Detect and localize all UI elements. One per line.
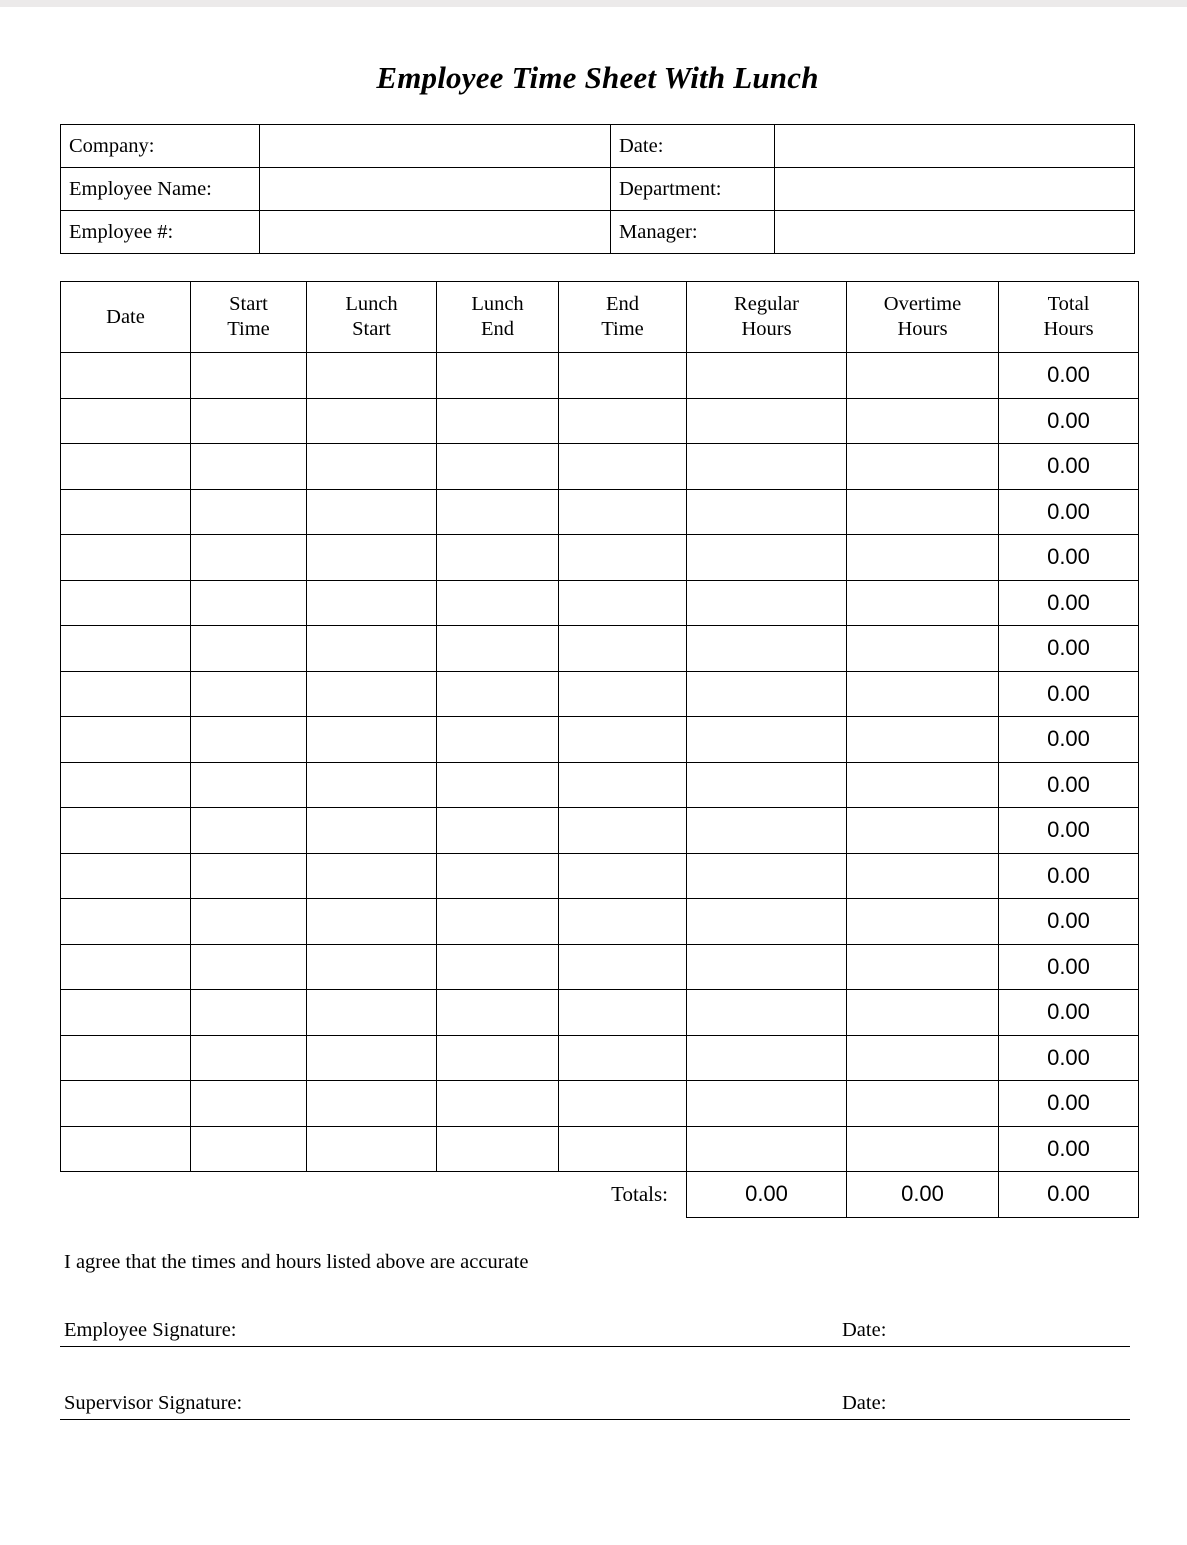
cell-overtime-hours[interactable] xyxy=(847,990,999,1036)
cell-regular-hours[interactable] xyxy=(687,1126,847,1172)
column-header-end-time xyxy=(559,282,687,353)
page-title: Employee Time Sheet With Lunch xyxy=(376,60,819,95)
cell-start-time[interactable] xyxy=(191,353,307,399)
cell-date[interactable] xyxy=(61,671,191,717)
cell-date[interactable] xyxy=(61,398,191,444)
cell-regular-hours[interactable] xyxy=(687,808,847,854)
cell-lunch-start[interactable] xyxy=(307,671,437,717)
cell-overtime-hours[interactable] xyxy=(847,444,999,490)
agreement-text: I agree that the times and hours listed above are accurate xyxy=(64,1250,529,1273)
cell-lunch-end[interactable] xyxy=(437,626,559,672)
cell-total-hours[interactable]: 0.00 xyxy=(999,899,1139,945)
cell-overtime-hours[interactable] xyxy=(847,762,999,808)
cell-overtime-hours[interactable] xyxy=(847,353,999,399)
cell-lunch-end[interactable] xyxy=(437,990,559,1036)
cell-regular-hours[interactable] xyxy=(687,580,847,626)
cell-regular-hours[interactable] xyxy=(687,671,847,717)
cell-start-time[interactable] xyxy=(191,671,307,717)
table-row xyxy=(61,489,1139,535)
cell-date[interactable] xyxy=(61,353,191,399)
cell-total-hours[interactable]: 0.00 xyxy=(999,853,1139,899)
table-row xyxy=(61,853,1139,899)
cell-total-hours[interactable]: 0.00 xyxy=(999,671,1139,717)
cell-start-time[interactable] xyxy=(191,580,307,626)
cell-lunch-end[interactable] xyxy=(437,853,559,899)
totals-regular-hours: 0.00 xyxy=(687,1172,847,1218)
cell-lunch-start[interactable] xyxy=(307,580,437,626)
table-row xyxy=(61,808,1139,854)
column-header-date xyxy=(61,282,191,353)
cell-total-hours[interactable]: 0.00 xyxy=(999,717,1139,763)
cell-date[interactable] xyxy=(61,808,191,854)
cell-regular-hours[interactable] xyxy=(687,353,847,399)
column-header-lunch-start-line2: Start xyxy=(352,318,391,340)
cell-total-hours[interactable]: 0.00 xyxy=(999,1126,1139,1172)
cell-end-time[interactable] xyxy=(559,671,687,717)
table-row xyxy=(61,944,1139,990)
cell-overtime-hours[interactable] xyxy=(847,808,999,854)
cell-lunch-start[interactable] xyxy=(307,1081,437,1127)
cell-start-time[interactable] xyxy=(191,398,307,444)
column-header-overtime-hours xyxy=(847,282,999,353)
cell-end-time[interactable] xyxy=(559,1081,687,1127)
cell-lunch-end[interactable] xyxy=(437,1081,559,1127)
employee-signature-date-label: Date: xyxy=(842,1318,887,1341)
cell-date[interactable] xyxy=(61,444,191,490)
cell-lunch-end[interactable] xyxy=(437,671,559,717)
cell-date[interactable] xyxy=(61,626,191,672)
cell-regular-hours[interactable] xyxy=(687,535,847,581)
cell-lunch-start[interactable] xyxy=(307,717,437,763)
cell-end-time[interactable] xyxy=(559,990,687,1036)
cell-start-time[interactable] xyxy=(191,808,307,854)
cell-overtime-hours[interactable] xyxy=(847,671,999,717)
info-row-number-manager xyxy=(61,211,1135,254)
cell-end-time[interactable] xyxy=(559,944,687,990)
table-row xyxy=(61,899,1139,945)
cell-end-time[interactable] xyxy=(559,717,687,763)
cell-end-time[interactable] xyxy=(559,626,687,672)
column-header-lunch-end-line2: End xyxy=(480,318,515,340)
cell-date[interactable] xyxy=(61,489,191,535)
table-row xyxy=(61,717,1139,763)
cell-overtime-hours[interactable] xyxy=(847,1081,999,1127)
column-header-overtime-hours-line1: Overtime xyxy=(883,293,962,315)
column-header-regular-hours xyxy=(687,282,847,353)
employee-name-label: Employee Name: xyxy=(61,168,260,211)
department-value-field[interactable] xyxy=(775,168,1135,211)
column-header-end-time-line1: End xyxy=(605,293,640,315)
cell-regular-hours[interactable] xyxy=(687,853,847,899)
company-label: Company: xyxy=(61,125,260,168)
cell-lunch-end[interactable] xyxy=(437,762,559,808)
cell-start-time[interactable] xyxy=(191,1035,307,1081)
cell-total-hours[interactable]: 0.00 xyxy=(999,808,1139,854)
cell-start-time[interactable] xyxy=(191,1126,307,1172)
supervisor-signature-row[interactable] xyxy=(60,1383,1130,1420)
cell-lunch-end[interactable] xyxy=(437,398,559,444)
page-top-strip xyxy=(0,0,1187,7)
supervisor-signature-date-label: Date: xyxy=(842,1391,887,1414)
cell-overtime-hours[interactable] xyxy=(847,717,999,763)
cell-overtime-hours[interactable] xyxy=(847,398,999,444)
cell-start-time[interactable] xyxy=(191,489,307,535)
timesheet-body xyxy=(60,60,1135,1420)
cell-lunch-start[interactable] xyxy=(307,762,437,808)
cell-total-hours[interactable]: 0.00 xyxy=(999,489,1139,535)
cell-total-hours[interactable]: 0.00 xyxy=(999,1035,1139,1081)
cell-regular-hours[interactable] xyxy=(687,398,847,444)
cell-lunch-start[interactable] xyxy=(307,990,437,1036)
column-header-regular-hours-line1: Regular xyxy=(734,293,799,315)
cell-lunch-start[interactable] xyxy=(307,353,437,399)
cell-overtime-hours[interactable] xyxy=(847,944,999,990)
cell-regular-hours[interactable] xyxy=(687,944,847,990)
table-row xyxy=(61,444,1139,490)
cell-start-time[interactable] xyxy=(191,899,307,945)
supervisor-signature-label: Supervisor Signature: xyxy=(64,1391,243,1414)
cell-lunch-end[interactable] xyxy=(437,1035,559,1081)
cell-lunch-start[interactable] xyxy=(307,398,437,444)
cell-regular-hours[interactable] xyxy=(687,626,847,672)
header-info-table xyxy=(60,124,1135,254)
cell-date[interactable] xyxy=(61,1126,191,1172)
table-row xyxy=(61,671,1139,717)
cell-total-hours[interactable]: 0.00 xyxy=(999,1081,1139,1127)
column-header-start-time-line1: Start xyxy=(229,293,268,315)
cell-end-time[interactable] xyxy=(559,580,687,626)
cell-lunch-start[interactable] xyxy=(307,444,437,490)
cell-end-time[interactable] xyxy=(559,853,687,899)
cell-regular-hours[interactable] xyxy=(687,899,847,945)
cell-total-hours[interactable]: 0.00 xyxy=(999,990,1139,1036)
employee-signature-row[interactable] xyxy=(60,1310,1130,1347)
totals-overtime-hours: 0.00 xyxy=(847,1172,999,1218)
table-row xyxy=(61,990,1139,1036)
company-value-field[interactable] xyxy=(260,125,611,168)
table-row xyxy=(61,1035,1139,1081)
cell-lunch-start[interactable] xyxy=(307,489,437,535)
cell-regular-hours[interactable] xyxy=(687,1035,847,1081)
cell-start-time[interactable] xyxy=(191,944,307,990)
column-header-total-hours-line1: Total xyxy=(1047,293,1090,315)
cell-total-hours[interactable]: 0.00 xyxy=(999,762,1139,808)
cell-overtime-hours[interactable] xyxy=(847,489,999,535)
table-row xyxy=(61,1126,1139,1172)
column-header-total-hours xyxy=(999,282,1139,353)
info-row-name-department xyxy=(61,168,1135,211)
totals-total-hours: 0.00 xyxy=(999,1172,1139,1218)
cell-lunch-end[interactable] xyxy=(437,899,559,945)
cell-lunch-end[interactable] xyxy=(437,717,559,763)
cell-total-hours[interactable]: 0.00 xyxy=(999,580,1139,626)
totals-label: Totals: xyxy=(611,1182,668,1206)
table-row xyxy=(61,398,1139,444)
cell-overtime-hours[interactable] xyxy=(847,626,999,672)
cell-start-time[interactable] xyxy=(191,444,307,490)
column-header-lunch-start-line1: Lunch xyxy=(345,293,398,315)
cell-lunch-end[interactable] xyxy=(437,1126,559,1172)
info-row-company-date xyxy=(61,125,1135,168)
manager-value-field[interactable] xyxy=(775,211,1135,254)
cell-regular-hours[interactable] xyxy=(687,444,847,490)
cell-regular-hours[interactable] xyxy=(687,1081,847,1127)
cell-lunch-start[interactable] xyxy=(307,808,437,854)
table-row xyxy=(61,353,1139,399)
employee-number-value-field[interactable] xyxy=(260,211,611,254)
cell-start-time[interactable] xyxy=(191,990,307,1036)
cell-date[interactable] xyxy=(61,899,191,945)
cell-lunch-end[interactable] xyxy=(437,808,559,854)
cell-total-hours[interactable]: 0.00 xyxy=(999,353,1139,399)
cell-regular-hours[interactable] xyxy=(687,717,847,763)
cell-start-time[interactable] xyxy=(191,853,307,899)
cell-date[interactable] xyxy=(61,580,191,626)
cell-lunch-end[interactable] xyxy=(437,580,559,626)
cell-date[interactable] xyxy=(61,1081,191,1127)
cell-end-time[interactable] xyxy=(559,1126,687,1172)
cell-lunch-start[interactable] xyxy=(307,853,437,899)
date-label: Date: xyxy=(611,125,775,168)
column-header-total-hours-line2: Hours xyxy=(1043,318,1094,340)
column-header-regular-hours-line2: Hours xyxy=(741,318,792,340)
cell-regular-hours[interactable] xyxy=(687,990,847,1036)
cell-start-time[interactable] xyxy=(191,626,307,672)
cell-overtime-hours[interactable] xyxy=(847,580,999,626)
table-row xyxy=(61,535,1139,581)
grid-header-row xyxy=(61,282,1139,353)
employee-number-label: Employee #: xyxy=(61,211,260,254)
cell-total-hours[interactable]: 0.00 xyxy=(999,944,1139,990)
cell-start-time[interactable] xyxy=(191,535,307,581)
cell-end-time[interactable] xyxy=(559,535,687,581)
table-row xyxy=(61,1081,1139,1127)
column-header-start-time-line2: Time xyxy=(227,318,270,340)
cell-end-time[interactable] xyxy=(559,1035,687,1081)
employee-signature-label: Employee Signature: xyxy=(64,1318,237,1341)
cell-end-time[interactable] xyxy=(559,899,687,945)
cell-start-time[interactable] xyxy=(191,762,307,808)
cell-regular-hours[interactable] xyxy=(687,489,847,535)
cell-date[interactable] xyxy=(61,990,191,1036)
cell-lunch-start[interactable] xyxy=(307,899,437,945)
employee-name-value-field[interactable] xyxy=(260,168,611,211)
cell-total-hours[interactable]: 0.00 xyxy=(999,626,1139,672)
cell-lunch-end[interactable] xyxy=(437,535,559,581)
cell-date[interactable] xyxy=(61,1035,191,1081)
column-header-date-line1: Date xyxy=(106,305,145,328)
cell-overtime-hours[interactable] xyxy=(847,899,999,945)
timesheet-grid xyxy=(60,281,1139,1218)
cell-date[interactable] xyxy=(61,944,191,990)
table-row xyxy=(61,580,1139,626)
cell-start-time[interactable] xyxy=(191,1081,307,1127)
cell-total-hours[interactable]: 0.00 xyxy=(999,398,1139,444)
column-header-lunch-start xyxy=(307,282,437,353)
table-row xyxy=(61,626,1139,672)
cell-date[interactable] xyxy=(61,762,191,808)
cell-lunch-end[interactable] xyxy=(437,944,559,990)
cell-lunch-start[interactable] xyxy=(307,944,437,990)
manager-label: Manager: xyxy=(611,211,775,254)
cell-end-time[interactable] xyxy=(559,489,687,535)
cell-overtime-hours[interactable] xyxy=(847,1126,999,1172)
cell-regular-hours[interactable] xyxy=(687,762,847,808)
cell-total-hours[interactable]: 0.00 xyxy=(999,444,1139,490)
column-header-lunch-end xyxy=(437,282,559,353)
cell-lunch-end[interactable] xyxy=(437,444,559,490)
cell-lunch-start[interactable] xyxy=(307,626,437,672)
cell-date[interactable] xyxy=(61,717,191,763)
cell-overtime-hours[interactable] xyxy=(847,1035,999,1081)
cell-end-time[interactable] xyxy=(559,808,687,854)
cell-overtime-hours[interactable] xyxy=(847,535,999,581)
column-header-lunch-end-line1: Lunch xyxy=(471,293,524,315)
cell-lunch-start[interactable] xyxy=(307,1126,437,1172)
table-row xyxy=(61,762,1139,808)
column-header-end-time-line2: Time xyxy=(601,318,644,340)
cell-lunch-start[interactable] xyxy=(307,535,437,581)
cell-date[interactable] xyxy=(61,535,191,581)
column-header-overtime-hours-line2: Hours xyxy=(897,318,948,340)
grid-totals-row xyxy=(61,1172,1139,1218)
cell-total-hours[interactable]: 0.00 xyxy=(999,535,1139,581)
column-header-start-time xyxy=(191,282,307,353)
cell-end-time[interactable] xyxy=(559,762,687,808)
cell-end-time[interactable] xyxy=(559,353,687,399)
date-value-field[interactable] xyxy=(775,125,1135,168)
cell-start-time[interactable] xyxy=(191,717,307,763)
department-label: Department: xyxy=(611,168,775,211)
cell-overtime-hours[interactable] xyxy=(847,853,999,899)
cell-lunch-start[interactable] xyxy=(307,1035,437,1081)
cell-end-time[interactable] xyxy=(559,444,687,490)
cell-lunch-end[interactable] xyxy=(437,489,559,535)
cell-end-time[interactable] xyxy=(559,398,687,444)
cell-lunch-end[interactable] xyxy=(437,353,559,399)
grid-body xyxy=(61,353,1139,1172)
cell-date[interactable] xyxy=(61,853,191,899)
